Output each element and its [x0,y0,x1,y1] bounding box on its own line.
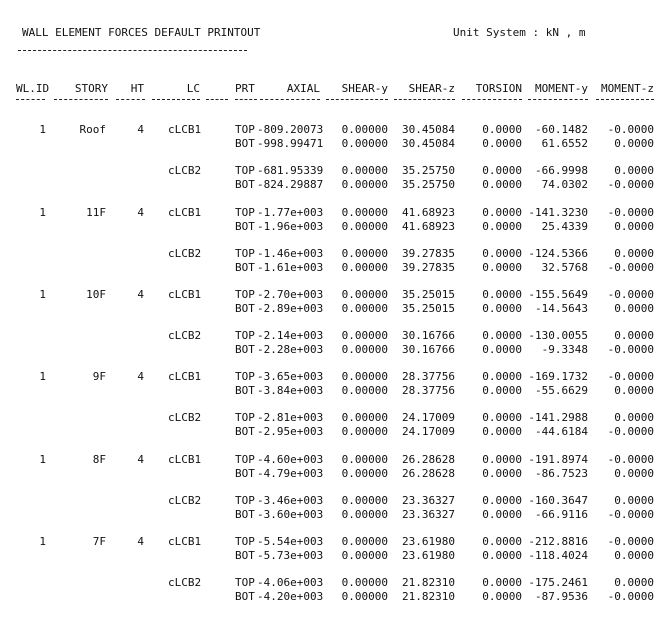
cell-prt: BOT [235,383,255,397]
cell-prt: BOT [235,260,255,274]
cell-axial: -681.95339 [257,164,324,177]
cell-moment-y: -141.2988 [528,411,588,424]
cell-moment-z: -0.0000 [607,507,654,521]
cell-torsion: 0.0000 [482,247,522,260]
cell-torsion: 0.0000 [482,342,522,356]
cell-axial: -4.79e+003 [257,466,324,480]
cell-moment-y: -66.9998 [535,164,588,177]
cell-moment-z: 0.0000 [614,466,654,480]
cell-shear-z: 30.16766 [402,329,455,342]
cell-moment-z: 0.0000 [614,136,654,150]
cell-torsion: 0.0000 [482,589,522,603]
cell-shear-z: 35.25750 [402,164,455,177]
table-row [0,370,669,383]
report-title: WALL ELEMENT FORCES DEFAULT PRINTOUT [22,26,261,39]
table-row [0,576,669,589]
cell-axial: -4.06e+003 [257,576,324,589]
cell-shear-y: 0.00000 [341,494,388,507]
cell-shear-y: 0.00000 [341,424,388,438]
cell-axial: -1.96e+003 [257,219,324,233]
cell-shear-z: 26.28628 [402,466,455,480]
cell-shear-z: 23.61980 [402,548,455,562]
table-row [0,343,669,356]
cell-prt: BOT [235,136,255,150]
cell-shear-z: 23.61980 [402,535,455,548]
col-moment-y: MOMENT-y [535,82,588,95]
table-row [0,453,669,466]
cell-story: 11F [86,206,106,219]
col-ht: HT [130,82,144,95]
cell-shear-z: 39.27835 [402,260,455,274]
cell-moment-y: -130.0055 [528,329,588,342]
cell-prt: BOT [235,589,255,603]
cell-lc: cLCB1 [168,453,202,466]
cell-lc: cLCB2 [168,411,202,424]
cell-lc: cLCB2 [168,247,202,260]
cell-shear-y: 0.00000 [341,535,388,548]
cell-shear-y: 0.00000 [341,370,388,383]
cell-prt: BOT [235,301,255,315]
cell-moment-y: -14.5643 [535,301,588,315]
cell-torsion: 0.0000 [482,329,522,342]
cell-torsion: 0.0000 [482,301,522,315]
cell-prt: TOP [235,288,255,301]
cell-lc: cLCB1 [168,123,202,136]
cell-axial: -998.99471 [257,136,324,150]
table-row [0,261,669,274]
table-row [0,220,669,233]
cell-axial: -3.65e+003 [257,370,324,383]
cell-prt: BOT [235,342,255,356]
table-row [0,137,669,150]
cell-story: Roof [79,123,106,136]
cell-moment-y: -169.1732 [528,370,588,383]
cell-wlid: 1 [39,370,46,383]
cell-shear-y: 0.00000 [341,219,388,233]
cell-prt: BOT [235,177,255,191]
cell-wlid: 1 [39,206,46,219]
cell-torsion: 0.0000 [482,219,522,233]
cell-moment-y: -212.8816 [528,535,588,548]
table-row [0,590,669,603]
cell-axial: -4.20e+003 [257,589,324,603]
table-row [0,164,669,177]
cell-moment-z: 0.0000 [614,548,654,562]
cell-torsion: 0.0000 [482,424,522,438]
cell-torsion: 0.0000 [482,260,522,274]
cell-shear-z: 41.68923 [402,206,455,219]
cell-torsion: 0.0000 [482,576,522,589]
cell-axial: -2.28e+003 [257,342,324,356]
cell-shear-z: 28.37756 [402,383,455,397]
cell-ht: 4 [137,370,144,383]
cell-shear-y: 0.00000 [341,260,388,274]
table-row [0,247,669,260]
cell-shear-y: 0.00000 [341,383,388,397]
cell-moment-z: 0.0000 [614,576,654,589]
cell-prt: TOP [235,329,255,342]
table-row [0,467,669,480]
cell-torsion: 0.0000 [482,123,522,136]
cell-axial: -5.54e+003 [257,535,324,548]
cell-shear-z: 35.25750 [402,177,455,191]
cell-ht: 4 [137,123,144,136]
table-row [0,549,669,562]
table-row [0,178,669,191]
cell-torsion: 0.0000 [482,548,522,562]
col-story: STORY [74,82,108,95]
cell-story: 9F [92,370,106,383]
cell-moment-y: -160.3647 [528,494,588,507]
cell-moment-y: 61.6552 [541,136,588,150]
cell-moment-z: -0.0000 [607,424,654,438]
cell-shear-z: 23.36327 [402,494,455,507]
cell-shear-y: 0.00000 [341,177,388,191]
cell-shear-z: 23.36327 [402,507,455,521]
cell-moment-y: -118.4024 [528,548,588,562]
cell-moment-y: -141.3230 [528,206,588,219]
table-row [0,494,669,507]
col-lc: LC [186,82,200,95]
cell-moment-z: -0.0000 [607,260,654,274]
cell-moment-z: -0.0000 [607,123,654,136]
cell-axial: -3.46e+003 [257,494,324,507]
cell-lc: cLCB1 [168,288,202,301]
cell-prt: TOP [235,123,255,136]
cell-moment-y: -86.7523 [535,466,588,480]
cell-moment-z: 0.0000 [614,247,654,260]
cell-moment-z: 0.0000 [614,164,654,177]
cell-moment-z: 0.0000 [614,411,654,424]
col-wlid: WL.ID [16,82,50,95]
cell-prt: TOP [235,164,255,177]
table-row [0,425,669,438]
table-row [0,411,669,424]
cell-shear-y: 0.00000 [341,466,388,480]
cell-axial: -824.29887 [257,177,324,191]
cell-lc: cLCB2 [168,329,202,342]
cell-prt: TOP [235,535,255,548]
cell-moment-z: 0.0000 [614,329,654,342]
cell-shear-y: 0.00000 [341,548,388,562]
cell-lc: cLCB2 [168,494,202,507]
cell-torsion: 0.0000 [482,535,522,548]
cell-moment-y: -124.5366 [528,247,588,260]
cell-shear-y: 0.00000 [341,329,388,342]
table-row [0,384,669,397]
cell-torsion: 0.0000 [482,453,522,466]
cell-prt: TOP [235,370,255,383]
cell-axial: -1.77e+003 [257,206,324,219]
cell-axial: -3.60e+003 [257,507,324,521]
cell-wlid: 1 [39,535,46,548]
cell-moment-y: -9.3348 [541,342,588,356]
cell-moment-z: -0.0000 [607,206,654,219]
col-shear-y: SHEAR-y [341,82,388,95]
cell-shear-y: 0.00000 [341,342,388,356]
cell-moment-y: 74.0302 [541,177,588,191]
cell-lc: cLCB2 [168,576,202,589]
cell-torsion: 0.0000 [482,164,522,177]
col-shear-z: SHEAR-z [408,82,455,95]
cell-moment-z: -0.0000 [607,342,654,356]
cell-shear-z: 30.45084 [402,123,455,136]
cell-shear-y: 0.00000 [341,288,388,301]
cell-moment-z: -0.0000 [607,535,654,548]
cell-moment-z: -0.0000 [607,453,654,466]
cell-shear-y: 0.00000 [341,123,388,136]
cell-torsion: 0.0000 [482,507,522,521]
cell-moment-y: -60.1482 [535,123,588,136]
table-row [0,288,669,301]
cell-moment-y: -55.6629 [535,383,588,397]
cell-moment-y: -44.6184 [535,424,588,438]
cell-torsion: 0.0000 [482,383,522,397]
cell-lc: cLCB1 [168,206,202,219]
cell-shear-y: 0.00000 [341,247,388,260]
cell-story: 8F [92,453,106,466]
table-row [0,206,669,219]
table-row [0,329,669,342]
cell-axial: -2.14e+003 [257,329,324,342]
cell-prt: TOP [235,206,255,219]
cell-ht: 4 [137,535,144,548]
cell-prt: BOT [235,466,255,480]
cell-prt: BOT [235,548,255,562]
cell-moment-z: 0.0000 [614,301,654,315]
cell-axial: -2.81e+003 [257,411,324,424]
cell-ht: 4 [137,288,144,301]
col-axial: AXIAL [286,82,320,95]
cell-prt: TOP [235,247,255,260]
cell-moment-y: -87.9536 [535,589,588,603]
cell-shear-z: 39.27835 [402,247,455,260]
cell-shear-y: 0.00000 [341,164,388,177]
cell-wlid: 1 [39,123,46,136]
cell-prt: TOP [235,453,255,466]
cell-shear-z: 24.17009 [402,424,455,438]
cell-ht: 4 [137,453,144,466]
cell-shear-z: 41.68923 [402,219,455,233]
cell-prt: TOP [235,411,255,424]
cell-prt: BOT [235,219,255,233]
col-moment-z: MOMENT-z [601,82,654,95]
cell-torsion: 0.0000 [482,206,522,219]
cell-shear-y: 0.00000 [341,589,388,603]
cell-lc: cLCB2 [168,164,202,177]
table-row [0,302,669,315]
table-row [0,123,669,136]
cell-axial: -3.84e+003 [257,383,324,397]
cell-moment-z: 0.0000 [614,383,654,397]
cell-wlid: 1 [39,453,46,466]
cell-torsion: 0.0000 [482,494,522,507]
cell-moment-z: -0.0000 [607,288,654,301]
cell-ht: 4 [137,206,144,219]
cell-moment-z: 0.0000 [614,219,654,233]
cell-moment-y: -155.5649 [528,288,588,301]
cell-shear-y: 0.00000 [341,301,388,315]
cell-moment-y: -175.2461 [528,576,588,589]
cell-story: 10F [86,288,106,301]
cell-torsion: 0.0000 [482,288,522,301]
cell-prt: BOT [235,507,255,521]
cell-axial: -5.73e+003 [257,548,324,562]
cell-story: 7F [92,535,106,548]
cell-shear-y: 0.00000 [341,453,388,466]
cell-axial: -2.95e+003 [257,424,324,438]
cell-axial: -1.46e+003 [257,247,324,260]
cell-axial: -2.70e+003 [257,288,324,301]
cell-torsion: 0.0000 [482,177,522,191]
cell-moment-z: -0.0000 [607,177,654,191]
cell-torsion: 0.0000 [482,136,522,150]
cell-axial: -1.61e+003 [257,260,324,274]
cell-axial: -4.60e+003 [257,453,324,466]
cell-shear-z: 35.25015 [402,288,455,301]
cell-axial: -2.89e+003 [257,301,324,315]
cell-moment-z: -0.0000 [607,370,654,383]
cell-axial: -809.20073 [257,123,324,136]
cell-moment-y: 32.5768 [541,260,588,274]
cell-shear-y: 0.00000 [341,576,388,589]
cell-shear-z: 26.28628 [402,453,455,466]
cell-shear-z: 21.82310 [402,576,455,589]
unit-system: Unit System : kN , m [453,26,586,39]
cell-shear-y: 0.00000 [341,411,388,424]
cell-prt: BOT [235,424,255,438]
cell-shear-z: 21.82310 [402,589,455,603]
cell-shear-y: 0.00000 [341,507,388,521]
cell-lc: cLCB1 [168,370,202,383]
cell-moment-y: -66.9116 [535,507,588,521]
cell-torsion: 0.0000 [482,370,522,383]
cell-prt: TOP [235,494,255,507]
cell-prt: TOP [235,576,255,589]
cell-shear-z: 30.16766 [402,342,455,356]
cell-torsion: 0.0000 [482,411,522,424]
title-underline [18,50,247,51]
cell-shear-z: 35.25015 [402,301,455,315]
cell-lc: cLCB1 [168,535,202,548]
cell-shear-z: 28.37756 [402,370,455,383]
cell-shear-z: 30.45084 [402,136,455,150]
cell-torsion: 0.0000 [482,466,522,480]
cell-moment-y: 25.4339 [541,219,588,233]
cell-shear-y: 0.00000 [341,206,388,219]
cell-moment-z: 0.0000 [614,494,654,507]
cell-shear-z: 24.17009 [402,411,455,424]
cell-moment-z: -0.0000 [607,589,654,603]
col-torsion: TORSION [475,82,522,95]
col-prt: PRT [235,82,255,95]
table-row [0,535,669,548]
cell-wlid: 1 [39,288,46,301]
table-row [0,508,669,521]
cell-moment-y: -191.8974 [528,453,588,466]
cell-shear-y: 0.00000 [341,136,388,150]
